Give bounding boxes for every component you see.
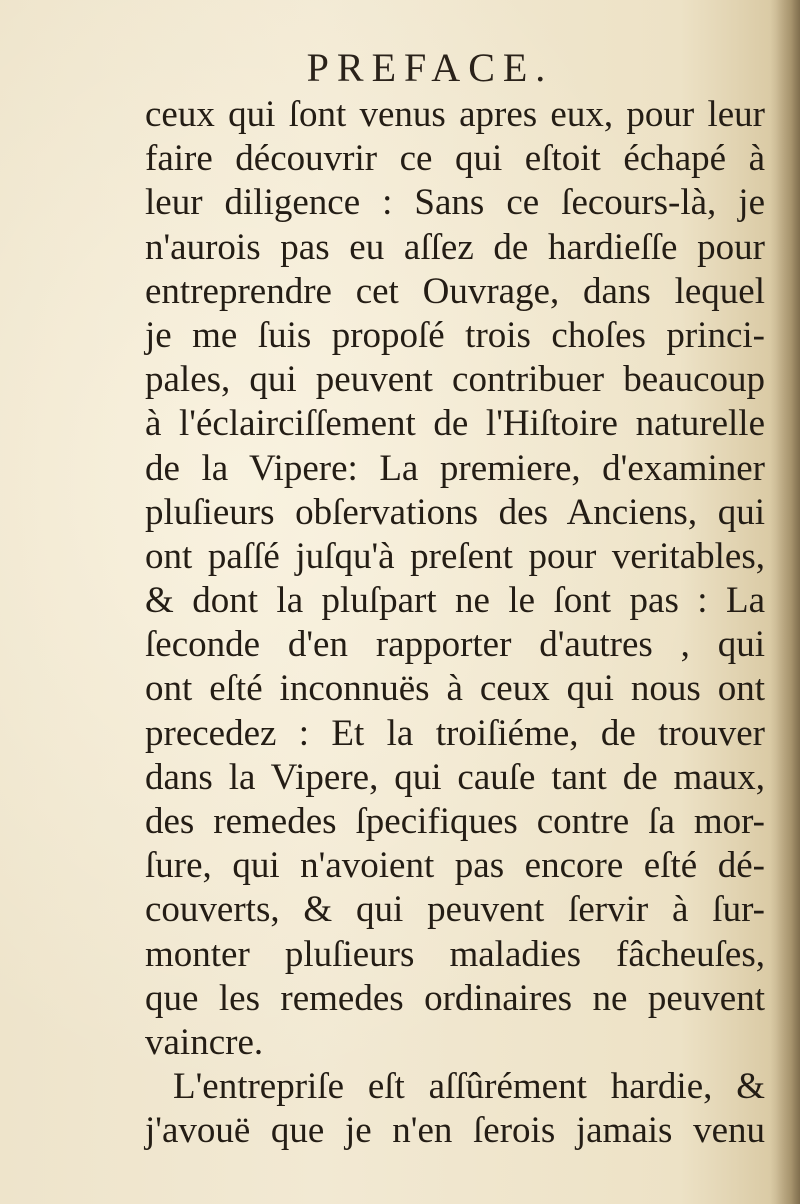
text-line: pluſieurs obſervations des Anciens, qui — [145, 491, 765, 533]
text-line: ont paſſé juſqu'à preſent pour veritables, — [145, 535, 765, 577]
text-line: que les remedes ordinaires ne peuvent — [145, 977, 765, 1019]
text-line: entreprendre cet Ouvrage, dans lequel — [145, 270, 765, 312]
text-line: ceux qui ſont venus apres eux, pour leur — [145, 94, 765, 135]
text-line: ſeconde d'en rapporter d'autres , qui — [145, 624, 765, 666]
text-line: vaincre. — [145, 1021, 264, 1063]
text-line: couverts, & qui peuvent ſervir à ſur- — [145, 889, 765, 931]
text-line: & dont la pluſpart ne le ſont pas : La — [145, 580, 765, 622]
body-text — [145, 93, 765, 1154]
text-line: ont eſté inconnuës à ceux qui nous ont — [145, 668, 765, 710]
text-line: dans la Vipere, qui cauſe tant de maux, — [145, 756, 765, 798]
text-line: n'aurois pas eu aſſez de hardieſſe pour — [145, 226, 765, 268]
text-line: à l'éclairciſſement de l'Hiſtoire naturelle — [145, 403, 765, 445]
running-header: PREFACE. — [306, 45, 554, 90]
page-gutter-shadow — [770, 0, 800, 1204]
text-line: L'entrepriſe eſt aſſûrément hardie, & — [173, 1066, 765, 1108]
text-line: faire découvrir ce qui eſtoit échapé à — [145, 138, 765, 180]
text-line: precedez : Et la troiſiéme, de trouver — [145, 712, 765, 754]
text-line: je me ſuis propoſé trois choſes princi- — [145, 314, 765, 356]
text-line: leur diligence : Sans ce ſecours-là, je — [145, 182, 765, 224]
text-line: ſure, qui n'avoient pas encore eſté dé- — [145, 845, 765, 887]
text-line: de la Vipere: La premiere, d'examiner — [145, 447, 765, 489]
text-line: pales, qui peuvent contribuer beaucoup — [145, 359, 765, 401]
text-line: des remedes ſpecifiques contre ſa mor- — [145, 801, 765, 842]
text-line: j'avouë que je n'en ſerois jamais venu — [145, 1110, 765, 1152]
text-line: monter pluſieurs maladies fâcheuſes, — [145, 933, 765, 975]
